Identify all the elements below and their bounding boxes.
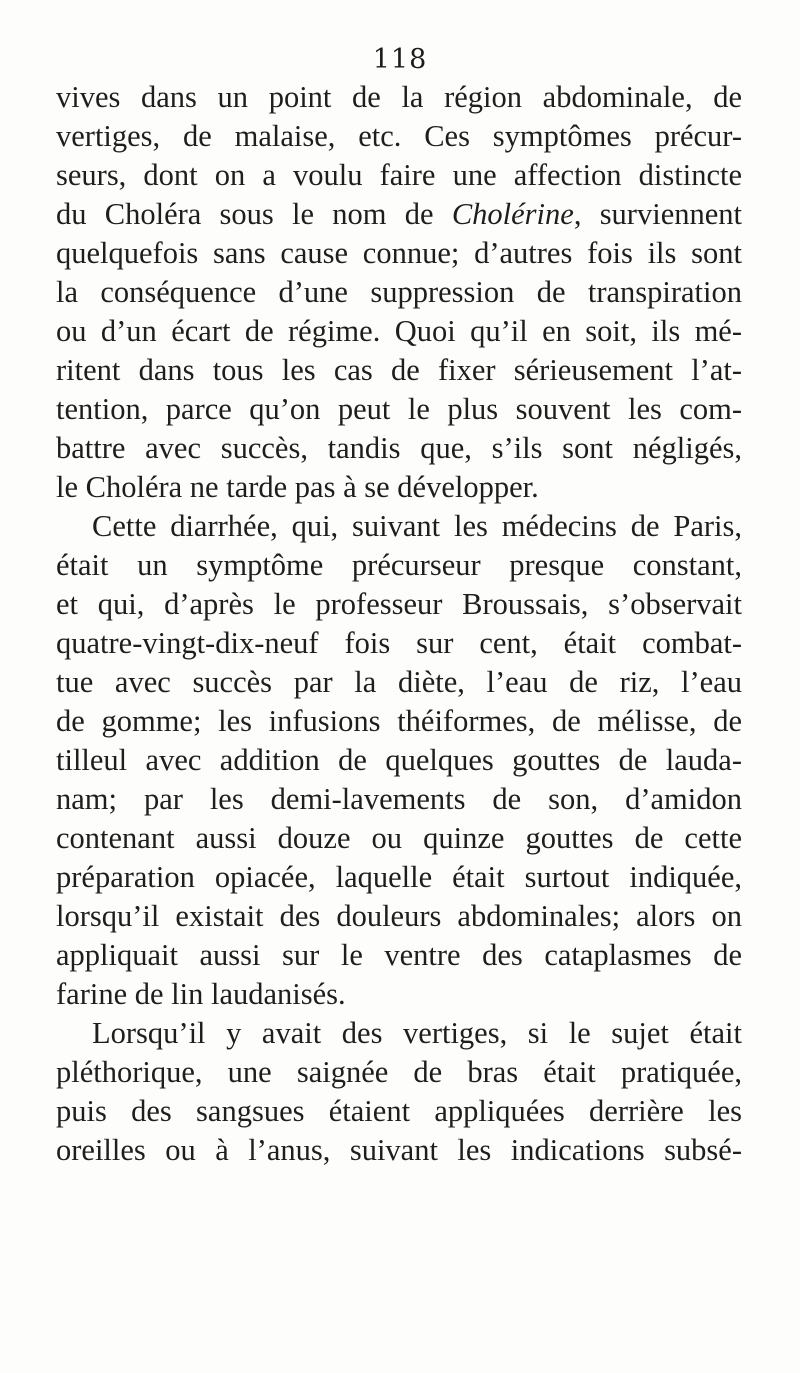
text-line-22: lorsqu’il existait des douleurs abdominales; alors on bbox=[56, 899, 742, 933]
text-line-18: tilleul avec addition de quelques gouttes de lauda- bbox=[56, 743, 742, 777]
text-line-24: farine de lin laudanisés. bbox=[56, 977, 346, 1011]
text-line-23: appliquait aussi sur le ventre des cataplasmes de bbox=[56, 938, 742, 972]
text-line-16: tue avec succès par la diète, l’eau de riz, l’eau bbox=[56, 665, 742, 699]
cholerine-term: Cholérine bbox=[451, 197, 574, 231]
text-line-12: Cette diarrhée, qui, suivant les médecins de Paris, bbox=[92, 509, 742, 543]
page-number: 118 bbox=[372, 44, 428, 75]
text-line-26: pléthorique, une saignée de bras était pratiquée, bbox=[56, 1055, 742, 1089]
text-line-20: contenant aussi douze ou quinze gouttes de cette bbox=[56, 821, 742, 855]
text-line-9: tention, parce qu’on peut le plus souvent les com- bbox=[56, 392, 742, 426]
text-line-27: puis des sangsues étaient appliquées derrière les bbox=[56, 1094, 742, 1128]
text-line-4-start: du Choléra sous le nom de bbox=[56, 197, 434, 231]
text-line-8: ritent dans tous les cas de fixer sérieusement l’at- bbox=[56, 353, 742, 387]
text-line-28: oreilles ou à l’anus, suivant les indications subsé- bbox=[56, 1133, 742, 1167]
text-line-15: quatre-vingt-dix-neuf fois sur cent, était combat- bbox=[56, 626, 742, 660]
text-line-6: la conséquence d’une suppression de transpiration bbox=[56, 275, 742, 309]
text-line-7: ou d’un écart de régime. Quoi qu’il en soit, ils mé- bbox=[56, 314, 742, 348]
text-line-4-end: , surviennent bbox=[573, 197, 742, 231]
text-line-10: battre avec succès, tandis que, s’ils sont négligés, bbox=[56, 431, 742, 465]
text-line-21: préparation opiacée, laquelle était surtout indiquée, bbox=[56, 860, 742, 894]
text-line-11: le Choléra ne tarde pas à se développer. bbox=[56, 470, 539, 504]
text-line-13: était un symptôme précurseur presque constant, bbox=[56, 548, 742, 582]
text-line-3: seurs, dont on a voulu faire une affection distincte bbox=[56, 158, 742, 192]
body-text bbox=[56, 78, 742, 1170]
text-line-1: vives dans un point de la région abdominale, de bbox=[56, 80, 742, 114]
text-line-17: de gomme; les infusions théiformes, de mélisse, de bbox=[56, 704, 742, 738]
text-line-2: vertiges, de malaise, etc. Ces symptômes précur- bbox=[56, 119, 742, 153]
text-line-14: et qui, d’après le professeur Broussais, s’observait bbox=[56, 587, 742, 621]
text-line-25: Lorsqu’il y avait des vertiges, si le sujet était bbox=[92, 1016, 742, 1050]
text-line-19: nam; par les demi-lavements de son, d’amidon bbox=[56, 782, 742, 816]
text-line-4 bbox=[56, 195, 742, 234]
text-line-5: quelquefois sans cause connue; d’autres fois ils sont bbox=[56, 236, 742, 270]
